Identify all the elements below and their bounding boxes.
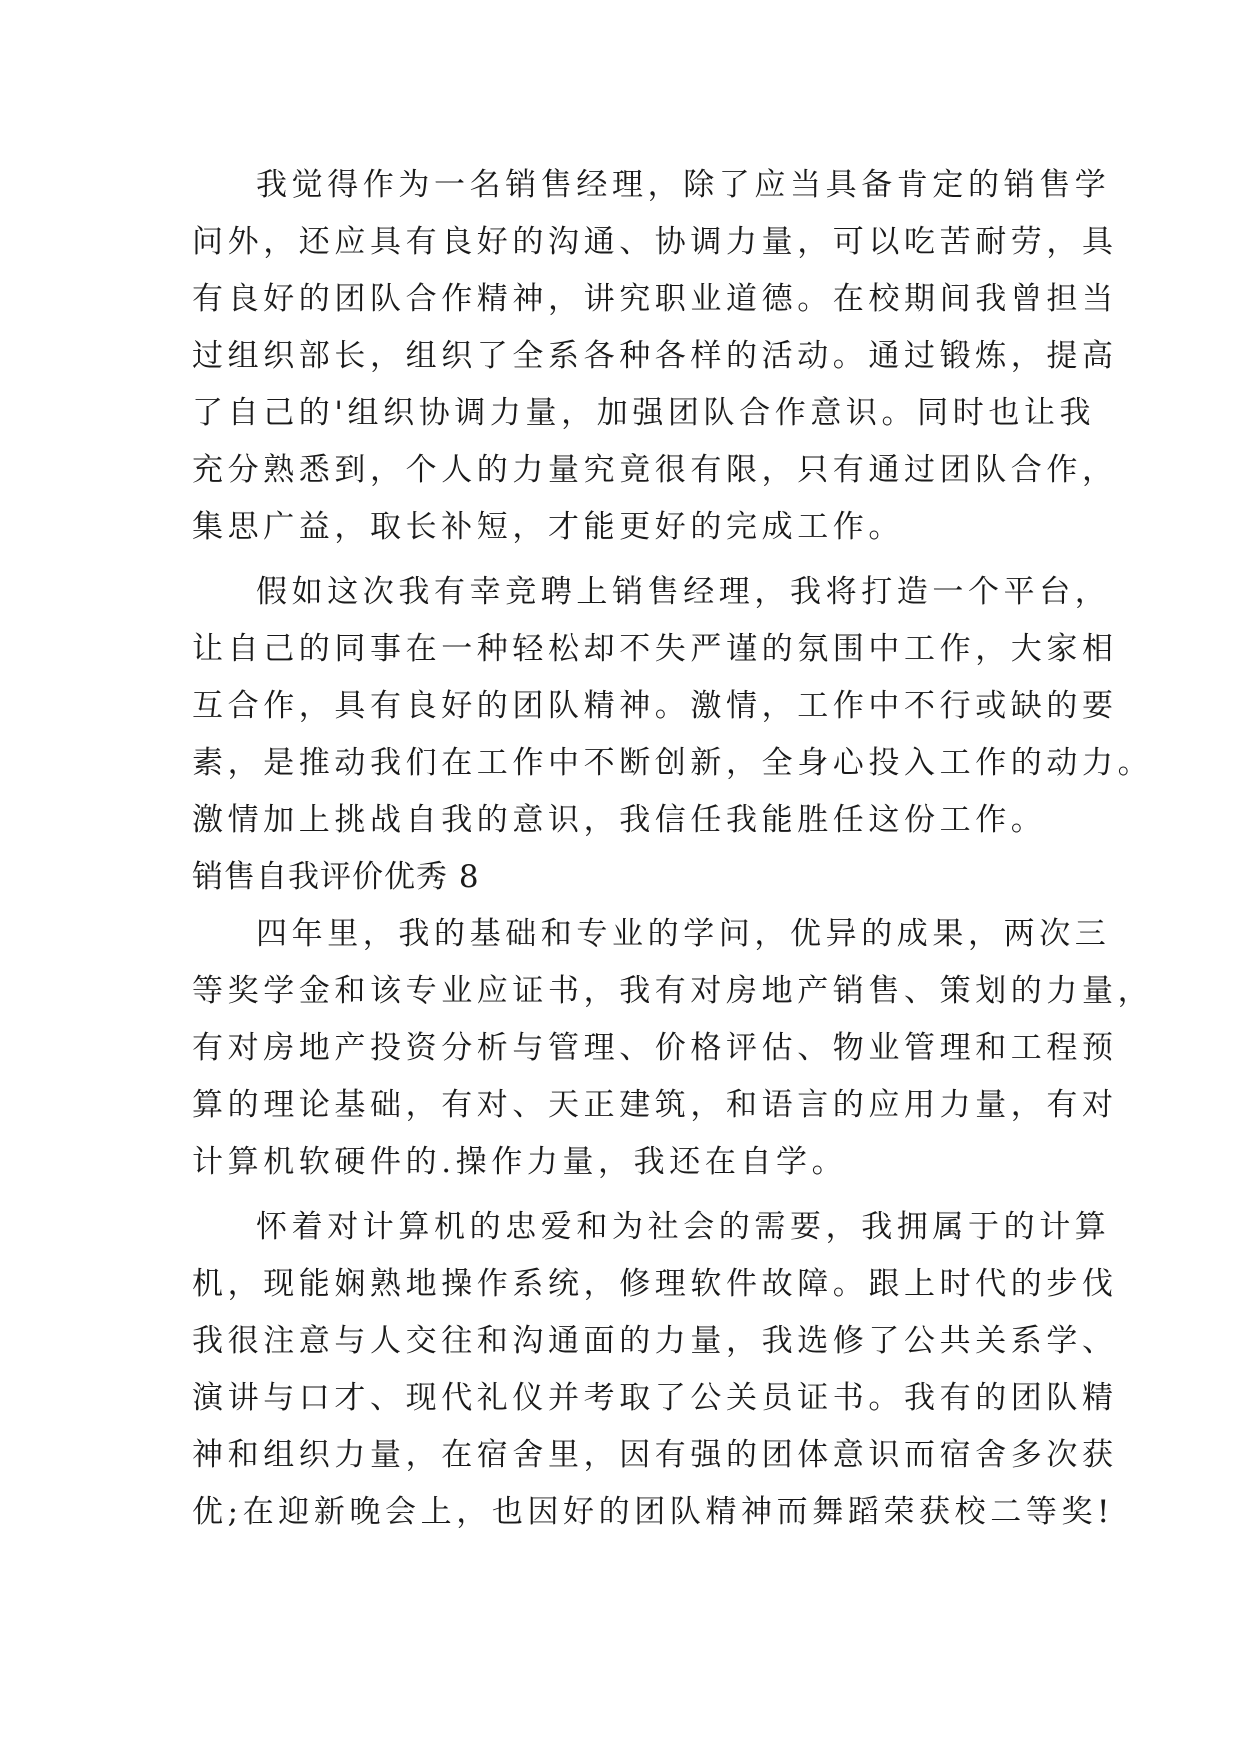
paragraph-line: 互合作，具有良好的团队精神。激情，工作中不行或缺的要 — [192, 688, 1118, 724]
paragraph-3 — [192, 906, 1154, 1191]
paragraph-line: 问外，还应具有良好的沟通、协调力量，可以吃苦耐劳，具 — [192, 224, 1118, 260]
paragraph-line: 怀着对计算机的忠爱和为社会的需要，我拥属于的计算 — [256, 1209, 1111, 1245]
paragraph-line: 神和组织力量，在宿舍里，因有强的团体意识而宿舍多次获 — [192, 1437, 1118, 1473]
paragraph-gap — [192, 556, 1068, 564]
paragraph-line: 集思广益，取长补短，才能更好的完成工作。 — [192, 509, 904, 545]
paragraph-line: 等奖学金和该专业应证书，我有对房地产销售、策划的力量， — [192, 973, 1154, 1009]
paragraph-line: 我觉得作为一名销售经理，除了应当具备肯定的销售学 — [256, 167, 1111, 203]
document-body — [192, 157, 1154, 1541]
paragraph-line: 过组织部长，组织了全系各种各样的活动。通过锻炼，提高 — [192, 338, 1118, 374]
paragraph-line: 让自己的同事在一种轻松却不失严谨的氛围中工作，大家相 — [192, 631, 1118, 667]
paragraph-4 — [192, 1199, 1118, 1541]
paragraph-gap — [192, 1191, 1068, 1199]
paragraph-1 — [192, 157, 1118, 556]
paragraph-line: 激情加上挑战自我的意识，我信任我能胜任这份工作。 — [192, 802, 1047, 838]
paragraph-line: 假如这次我有幸竞聘上销售经理，我将打造一个平台， — [256, 574, 1111, 610]
paragraph-line: 我很注意与人交往和沟通面的力量，我选修了公共关系学、 — [192, 1323, 1118, 1359]
paragraph-line: 优;在迎新晚会上，也因好的团队精神而舞蹈荣获校二等奖! — [192, 1494, 1115, 1530]
paragraph-line: 有良好的团队合作精神，讲究职业道德。在校期间我曾担当 — [192, 281, 1118, 317]
paragraph-line: 有对房地产投资分析与管理、价格评估、物业管理和工程预 — [192, 1030, 1118, 1066]
paragraph-line: 充分熟悉到，个人的力量究竟很有限，只有通过团队合作， — [192, 452, 1118, 488]
section-heading: 销售自我评价优秀 8 — [192, 859, 480, 895]
paragraph-line: 四年里，我的基础和专业的学问，优异的成果，两次三 — [256, 916, 1111, 952]
paragraph-line: 算的理论基础，有对、天正建筑，和语言的应用力量，有对 — [192, 1087, 1118, 1123]
paragraph-line: 机，现能娴熟地操作系统，修理软件故障。跟上时代的步伐 — [192, 1266, 1118, 1302]
paragraph-line: 演讲与口才、现代礼仪并考取了公关员证书。我有的团队精 — [192, 1380, 1118, 1416]
paragraph-line: 素，是推动我们在工作中不断创新，全身心投入工作的动力。 — [192, 745, 1154, 781]
paragraph-2 — [192, 564, 1154, 849]
paragraph-line: 计算机软硬件的.操作力量，我还在自学。 — [192, 1144, 848, 1180]
paragraph-line: 了自己的'组织协调力量，加强团队合作意识。同时也让我 — [192, 395, 1096, 431]
